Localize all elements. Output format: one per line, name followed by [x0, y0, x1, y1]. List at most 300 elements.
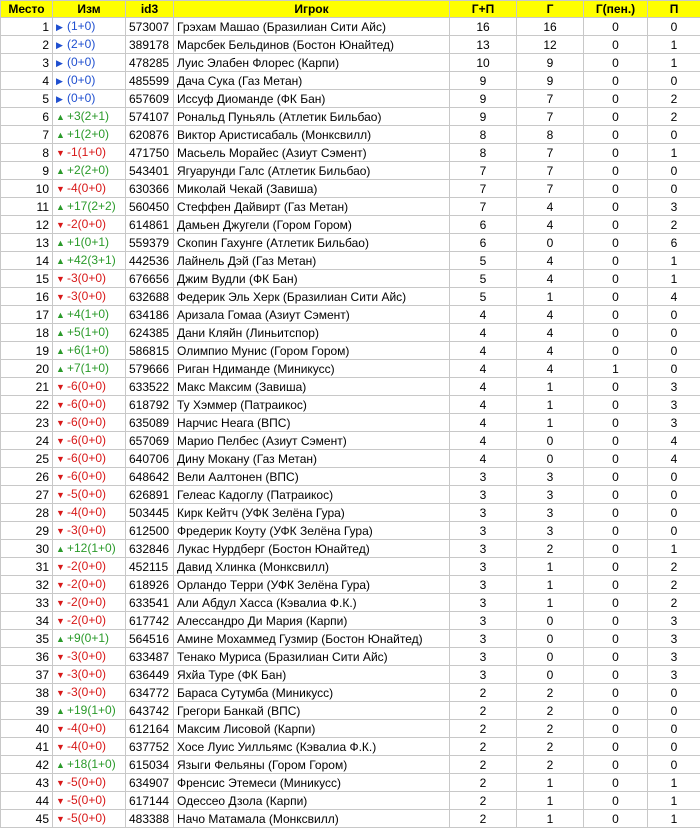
id-cell: 624385: [126, 324, 174, 342]
change-cell: [53, 36, 126, 54]
table-row: [1, 612, 700, 630]
place-cell: 39: [1, 702, 53, 720]
table-row: [1, 270, 700, 288]
place-cell: 22: [1, 396, 53, 414]
id-cell: 560450: [126, 198, 174, 216]
change-cell: [53, 360, 126, 378]
change-cell: [53, 432, 126, 450]
change-cell: [53, 288, 126, 306]
goals-cell: 1: [517, 378, 584, 396]
id-cell: 648642: [126, 468, 174, 486]
player-cell: Кирк Кейтч (УФК Зелёна Гура): [174, 504, 450, 522]
goals-assists-cell: 3: [450, 468, 517, 486]
arrow-up-icon: ▲: [56, 109, 67, 125]
table-row: [1, 288, 700, 306]
change-cell: [53, 792, 126, 810]
player-cell: Джим Вудли (ФК Бан): [174, 270, 450, 288]
penalty-goals-cell: 0: [584, 324, 648, 342]
player-cell: Тенако Муриса (Бразилиан Сити Айс): [174, 648, 450, 666]
player-cell: Языги Фельяны (Гором Гором): [174, 756, 450, 774]
assists-cell: 1: [648, 252, 700, 270]
id-cell: 657609: [126, 90, 174, 108]
player-cell: Грэхам Машао (Бразилиан Сити Айс): [174, 18, 450, 36]
col-header-player[interactable]: Игрок: [174, 1, 450, 18]
penalty-goals-cell: 0: [584, 306, 648, 324]
penalty-goals-cell: 0: [584, 684, 648, 702]
place-cell: 25: [1, 450, 53, 468]
assists-cell: 2: [648, 216, 700, 234]
assists-cell: 3: [648, 198, 700, 216]
penalty-goals-cell: 0: [584, 36, 648, 54]
change-cell: [53, 324, 126, 342]
goals-cell: 7: [517, 90, 584, 108]
table-row: [1, 756, 700, 774]
place-cell: 38: [1, 684, 53, 702]
col-header-assists[interactable]: П: [648, 1, 700, 18]
table-row: [1, 324, 700, 342]
change-cell: [53, 630, 126, 648]
place-cell: 8: [1, 144, 53, 162]
goals-assists-cell: 16: [450, 18, 517, 36]
col-header-place[interactable]: Место: [1, 1, 53, 18]
goals-cell: 7: [517, 162, 584, 180]
assists-cell: 0: [648, 180, 700, 198]
goals-assists-cell: 8: [450, 144, 517, 162]
goals-cell: 7: [517, 180, 584, 198]
place-cell: 9: [1, 162, 53, 180]
assists-cell: 0: [648, 504, 700, 522]
goals-cell: 1: [517, 558, 584, 576]
assists-cell: 1: [648, 540, 700, 558]
change-value: +12(1+0): [67, 541, 116, 555]
place-cell: 36: [1, 648, 53, 666]
penalty-goals-cell: 0: [584, 810, 648, 828]
goals-assists-cell: 4: [450, 324, 517, 342]
goals-cell: 1: [517, 414, 584, 432]
change-cell: [53, 378, 126, 396]
penalty-goals-cell: 0: [584, 450, 648, 468]
change-value: -4(0+0): [67, 739, 106, 753]
assists-cell: 3: [648, 396, 700, 414]
penalty-goals-cell: 0: [584, 738, 648, 756]
penalty-goals-cell: 0: [584, 666, 648, 684]
assists-cell: 3: [648, 648, 700, 666]
penalty-goals-cell: 1: [584, 360, 648, 378]
change-cell: [53, 774, 126, 792]
arrow-down-icon: ▼: [56, 397, 67, 413]
assists-cell: 3: [648, 630, 700, 648]
id-cell: 643742: [126, 702, 174, 720]
goals-cell: 3: [517, 504, 584, 522]
goals-cell: 3: [517, 522, 584, 540]
arrow-up-icon: ▲: [56, 253, 67, 269]
assists-cell: 2: [648, 108, 700, 126]
assists-cell: 0: [648, 18, 700, 36]
arrow-up-icon: ▲: [56, 361, 67, 377]
player-cell: Фредерик Коуту (УФК Зелёна Гура): [174, 522, 450, 540]
player-cell: Давид Хлинка (Монксвилл): [174, 558, 450, 576]
arrow-up-icon: ▲: [56, 307, 67, 323]
arrow-down-icon: ▼: [56, 685, 67, 701]
player-cell: Федерик Эль Херк (Бразилиан Сити Айс): [174, 288, 450, 306]
change-cell: [53, 72, 126, 90]
change-value: -6(0+0): [67, 379, 106, 393]
goals-cell: 4: [517, 216, 584, 234]
goals-assists-cell: 3: [450, 540, 517, 558]
place-cell: 42: [1, 756, 53, 774]
goals-cell: 2: [517, 540, 584, 558]
player-cell: Гелеас Кадоглу (Патраикос): [174, 486, 450, 504]
arrow-down-icon: ▼: [56, 523, 67, 539]
table-row: [1, 468, 700, 486]
change-value: -4(0+0): [67, 721, 106, 735]
place-cell: 13: [1, 234, 53, 252]
goals-assists-cell: 7: [450, 198, 517, 216]
goals-cell: 2: [517, 720, 584, 738]
goals-assists-cell: 3: [450, 486, 517, 504]
change-cell: [53, 684, 126, 702]
place-cell: 16: [1, 288, 53, 306]
assists-cell: 4: [648, 288, 700, 306]
penalty-goals-cell: 0: [584, 414, 648, 432]
goals-cell: 0: [517, 450, 584, 468]
player-cell: Марсбек Бельдинов (Бостон Юнайтед): [174, 36, 450, 54]
change-value: (0+0): [67, 55, 95, 69]
assists-cell: 1: [648, 54, 700, 72]
table-row: [1, 180, 700, 198]
table-row: [1, 648, 700, 666]
change-value: -3(0+0): [67, 523, 106, 537]
id-cell: 634907: [126, 774, 174, 792]
goals-cell: 2: [517, 738, 584, 756]
goals-cell: 12: [517, 36, 584, 54]
change-value: -5(0+0): [67, 487, 106, 501]
change-cell: [53, 126, 126, 144]
goals-assists-cell: 3: [450, 666, 517, 684]
arrow-up-icon: ▲: [56, 631, 67, 647]
change-cell: [53, 342, 126, 360]
goals-cell: 0: [517, 234, 584, 252]
place-cell: 43: [1, 774, 53, 792]
id-cell: 586815: [126, 342, 174, 360]
goals-assists-cell: 4: [450, 414, 517, 432]
change-cell: [53, 576, 126, 594]
player-cell: Яхйа Туре (ФК Бан): [174, 666, 450, 684]
place-cell: 4: [1, 72, 53, 90]
goals-assists-cell: 6: [450, 216, 517, 234]
goals-cell: 4: [517, 360, 584, 378]
id-cell: 612164: [126, 720, 174, 738]
goals-assists-cell: 7: [450, 162, 517, 180]
table-row: [1, 630, 700, 648]
change-cell: [53, 198, 126, 216]
arrow-right-icon: ▶: [56, 55, 67, 71]
place-cell: 31: [1, 558, 53, 576]
player-cell: Иссуф Диоманде (ФК Бан): [174, 90, 450, 108]
col-header-goals-assists[interactable]: Г+П: [450, 1, 517, 18]
id-cell: 635089: [126, 414, 174, 432]
penalty-goals-cell: 0: [584, 540, 648, 558]
penalty-goals-cell: 0: [584, 432, 648, 450]
id-cell: 636449: [126, 666, 174, 684]
goals-assists-cell: 4: [450, 450, 517, 468]
goals-cell: 4: [517, 324, 584, 342]
assists-cell: 6: [648, 234, 700, 252]
assists-cell: 0: [648, 702, 700, 720]
assists-cell: 0: [648, 162, 700, 180]
change-cell: [53, 90, 126, 108]
player-cell: Вели Аалтонен (ВПС): [174, 468, 450, 486]
player-cell: Олимпио Мунис (Гором Гором): [174, 342, 450, 360]
arrow-down-icon: ▼: [56, 217, 67, 233]
place-cell: 45: [1, 810, 53, 828]
goals-cell: 9: [517, 72, 584, 90]
penalty-goals-cell: 0: [584, 576, 648, 594]
arrow-up-icon: ▲: [56, 199, 67, 215]
place-cell: 28: [1, 504, 53, 522]
place-cell: 27: [1, 486, 53, 504]
id-cell: 574107: [126, 108, 174, 126]
change-value: -4(0+0): [67, 505, 106, 519]
id-cell: 637752: [126, 738, 174, 756]
player-cell: Орландо Терри (УФК Зелёна Гура): [174, 576, 450, 594]
player-cell: Френсис Этемеси (Миникусс): [174, 774, 450, 792]
goals-cell: 1: [517, 576, 584, 594]
table-row: [1, 360, 700, 378]
goals-assists-cell: 4: [450, 396, 517, 414]
arrow-down-icon: ▼: [56, 559, 67, 575]
goals-cell: 0: [517, 648, 584, 666]
assists-cell: 1: [648, 270, 700, 288]
goals-assists-cell: 4: [450, 306, 517, 324]
goals-cell: 16: [517, 18, 584, 36]
assists-cell: 0: [648, 756, 700, 774]
goals-cell: 0: [517, 432, 584, 450]
arrow-right-icon: ▶: [56, 19, 67, 35]
goals-assists-cell: 6: [450, 234, 517, 252]
penalty-goals-cell: 0: [584, 396, 648, 414]
place-cell: 2: [1, 36, 53, 54]
penalty-goals-cell: 0: [584, 270, 648, 288]
goals-cell: 2: [517, 684, 584, 702]
player-cell: Миколай Чекай (Завиша): [174, 180, 450, 198]
assists-cell: 2: [648, 90, 700, 108]
arrow-down-icon: ▼: [56, 793, 67, 809]
penalty-goals-cell: 0: [584, 648, 648, 666]
assists-cell: 3: [648, 612, 700, 630]
change-cell: [53, 306, 126, 324]
place-cell: 15: [1, 270, 53, 288]
id-cell: 620876: [126, 126, 174, 144]
col-header-goals[interactable]: Г: [517, 1, 584, 18]
arrow-down-icon: ▼: [56, 415, 67, 431]
arrow-down-icon: ▼: [56, 577, 67, 593]
goals-assists-cell: 13: [450, 36, 517, 54]
table-row: [1, 396, 700, 414]
penalty-goals-cell: 0: [584, 216, 648, 234]
assists-cell: 0: [648, 72, 700, 90]
assists-cell: 1: [648, 810, 700, 828]
arrow-right-icon: ▶: [56, 73, 67, 89]
goals-assists-cell: 2: [450, 774, 517, 792]
arrow-down-icon: ▼: [56, 649, 67, 665]
change-cell: [53, 756, 126, 774]
player-cell: Аризала Гомаа (Азиут Сэмент): [174, 306, 450, 324]
goals-cell: 3: [517, 468, 584, 486]
change-value: -2(0+0): [67, 559, 106, 573]
goals-cell: 1: [517, 288, 584, 306]
change-value: (2+0): [67, 37, 95, 51]
place-cell: 3: [1, 54, 53, 72]
table-row: [1, 684, 700, 702]
change-value: -2(0+0): [67, 613, 106, 627]
change-value: +1(0+1): [67, 235, 109, 249]
penalty-goals-cell: 0: [584, 378, 648, 396]
arrow-up-icon: ▲: [56, 235, 67, 251]
id-cell: 633487: [126, 648, 174, 666]
goals-cell: 1: [517, 792, 584, 810]
goals-cell: 2: [517, 702, 584, 720]
penalty-goals-cell: 0: [584, 144, 648, 162]
header-row: [1, 1, 700, 18]
change-value: +17(2+2): [67, 199, 116, 213]
arrow-up-icon: ▲: [56, 703, 67, 719]
change-cell: [53, 468, 126, 486]
goals-assists-cell: 3: [450, 594, 517, 612]
assists-cell: 3: [648, 414, 700, 432]
change-cell: [53, 144, 126, 162]
table-row: [1, 126, 700, 144]
table-row: [1, 54, 700, 72]
id-cell: 483388: [126, 810, 174, 828]
player-cell: Стеффен Дайвирт (Газ Метан): [174, 198, 450, 216]
table-row: [1, 108, 700, 126]
penalty-goals-cell: 0: [584, 198, 648, 216]
goals-assists-cell: 3: [450, 630, 517, 648]
arrow-down-icon: ▼: [56, 775, 67, 791]
arrow-down-icon: ▼: [56, 379, 67, 395]
goals-assists-cell: 2: [450, 684, 517, 702]
change-cell: [53, 486, 126, 504]
id-cell: 485599: [126, 72, 174, 90]
change-value: -5(0+0): [67, 811, 106, 825]
table-row: [1, 540, 700, 558]
arrow-down-icon: ▼: [56, 451, 67, 467]
assists-cell: 4: [648, 450, 700, 468]
table-row: [1, 198, 700, 216]
change-value: +9(0+1): [67, 631, 109, 645]
place-cell: 35: [1, 630, 53, 648]
assists-cell: 3: [648, 666, 700, 684]
goals-assists-cell: 3: [450, 504, 517, 522]
goals-assists-cell: 4: [450, 432, 517, 450]
place-cell: 11: [1, 198, 53, 216]
assists-cell: 0: [648, 522, 700, 540]
change-value: +4(1+0): [67, 307, 109, 321]
table-row: [1, 162, 700, 180]
arrow-down-icon: ▼: [56, 811, 67, 827]
change-cell: [53, 108, 126, 126]
arrow-down-icon: ▼: [56, 613, 67, 629]
goals-assists-cell: 2: [450, 738, 517, 756]
col-header-id[interactable]: id3: [126, 1, 174, 18]
place-cell: 44: [1, 792, 53, 810]
id-cell: 657069: [126, 432, 174, 450]
table-row: [1, 234, 700, 252]
change-cell: [53, 216, 126, 234]
goals-cell: 7: [517, 108, 584, 126]
player-cell: Начо Матамала (Монксвилл): [174, 810, 450, 828]
player-cell: Дача Сука (Газ Метан): [174, 72, 450, 90]
change-cell: [53, 648, 126, 666]
change-value: +6(1+0): [67, 343, 109, 357]
player-cell: Скопин Гахунге (Атлетик Бильбао): [174, 234, 450, 252]
arrow-down-icon: ▼: [56, 181, 67, 197]
col-header-change[interactable]: Изм: [53, 1, 126, 18]
goals-cell: 4: [517, 306, 584, 324]
arrow-up-icon: ▲: [56, 325, 67, 341]
penalty-goals-cell: 0: [584, 288, 648, 306]
penalty-goals-cell: 0: [584, 234, 648, 252]
player-cell: Максим Лисовой (Карпи): [174, 720, 450, 738]
goals-cell: 1: [517, 810, 584, 828]
goals-cell: 0: [517, 612, 584, 630]
change-value: +42(3+1): [67, 253, 116, 267]
table-row: [1, 216, 700, 234]
change-cell: [53, 270, 126, 288]
place-cell: 12: [1, 216, 53, 234]
table-row: [1, 792, 700, 810]
change-value: (0+0): [67, 91, 95, 105]
change-cell: [53, 738, 126, 756]
id-cell: 640706: [126, 450, 174, 468]
id-cell: 614861: [126, 216, 174, 234]
change-cell: [53, 810, 126, 828]
penalty-goals-cell: 0: [584, 342, 648, 360]
id-cell: 676656: [126, 270, 174, 288]
penalty-goals-cell: 0: [584, 162, 648, 180]
change-value: +7(1+0): [67, 361, 109, 375]
table-row: [1, 306, 700, 324]
penalty-goals-cell: 0: [584, 18, 648, 36]
table-row: [1, 432, 700, 450]
place-cell: 23: [1, 414, 53, 432]
col-header-penalty-goals[interactable]: Г(пен.): [584, 1, 648, 18]
player-cell: Алессандро Ди Мария (Карпи): [174, 612, 450, 630]
penalty-goals-cell: 0: [584, 468, 648, 486]
id-cell: 452115: [126, 558, 174, 576]
place-cell: 34: [1, 612, 53, 630]
goals-assists-cell: 5: [450, 270, 517, 288]
assists-cell: 0: [648, 738, 700, 756]
table-row: [1, 450, 700, 468]
player-cell: Ту Хэммер (Патраикос): [174, 396, 450, 414]
id-cell: 632846: [126, 540, 174, 558]
place-cell: 30: [1, 540, 53, 558]
goals-assists-cell: 5: [450, 288, 517, 306]
table-row: [1, 486, 700, 504]
assists-cell: 2: [648, 594, 700, 612]
penalty-goals-cell: 0: [584, 90, 648, 108]
change-value: -3(0+0): [67, 667, 106, 681]
goals-assists-cell: 7: [450, 180, 517, 198]
table-row: [1, 702, 700, 720]
goals-assists-cell: 3: [450, 612, 517, 630]
table-row: [1, 36, 700, 54]
place-cell: 20: [1, 360, 53, 378]
place-cell: 29: [1, 522, 53, 540]
table-row: [1, 414, 700, 432]
